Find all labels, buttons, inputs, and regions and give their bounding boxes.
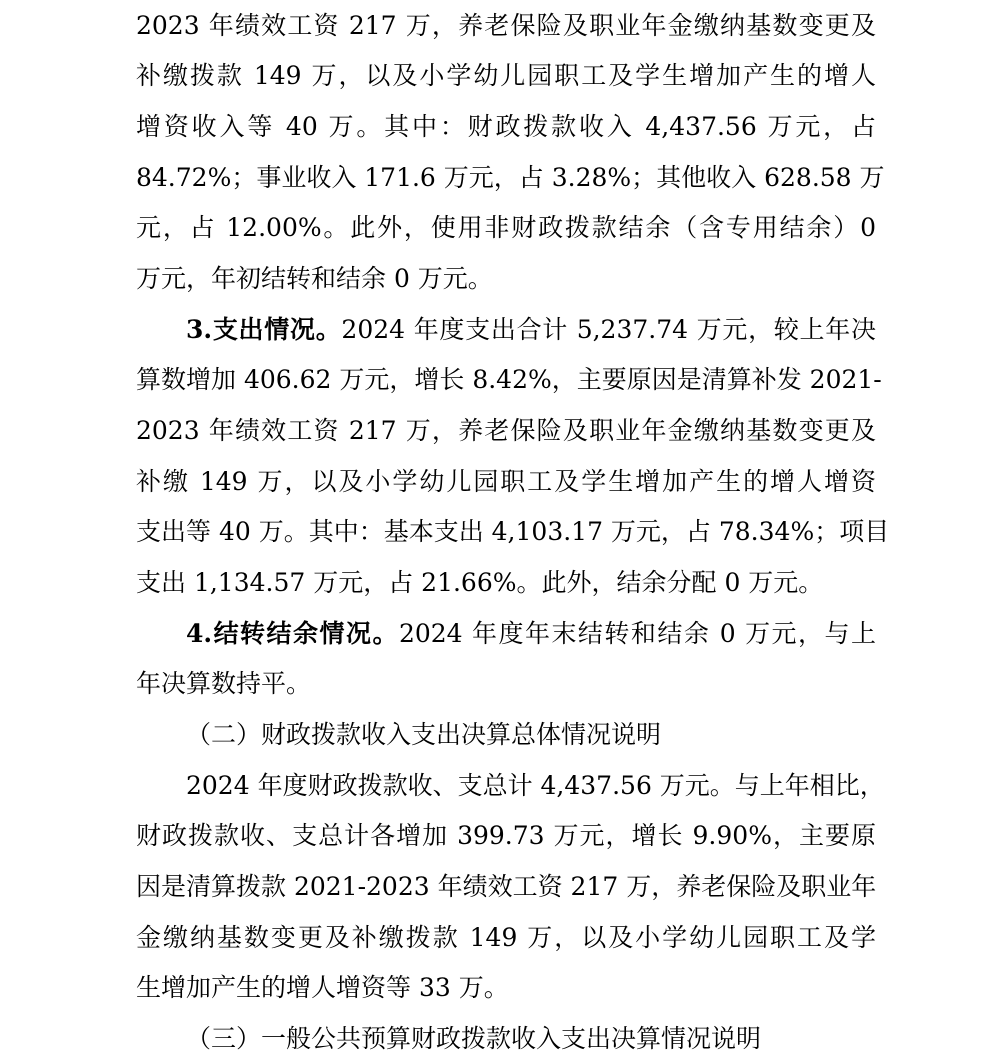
section-4-lead: 4.结转结余情况。 (186, 619, 399, 648)
paragraph-1-line-2: 补缴拨款 149 万，以及小学幼儿园职工及学生增加产生的增人 (136, 61, 876, 90)
paragraph-4-line-2: 财政拨款收、支总计各增加 399.73 万元，增长 9.90%，主要原 (136, 821, 876, 850)
section-heading-2: （二）财政拨款收入支出决算总体情况说明 (186, 720, 662, 749)
paragraph-2-line-1-rest: 2024 年度支出合计 5,237.74 万元，较上年决 (341, 315, 876, 344)
paragraph-1-line-1: 2023 年绩效工资 217 万，养老保险及职业年金缴纳基数变更及 (136, 11, 876, 40)
paragraph-2-line-3: 2023 年绩效工资 217 万，养老保险及职业年金缴纳基数变更及 (136, 416, 876, 445)
paragraph-1-line-3: 增资收入等 40 万。其中：财政拨款收入 4,437.56 万元，占 (136, 112, 876, 141)
section-3-lead: 3.支出情况。 (186, 315, 342, 344)
paragraph-4-line-3: 因是清算拨款 2021-2023 年绩效工资 217 万，养老保险及职业年 (136, 872, 877, 901)
paragraph-1-line-5: 元，占 12.00%。此外，使用非财政拨款结余（含专用结余）0 (136, 213, 876, 242)
paragraph-1-line-6: 万元，年初结转和结余 0 万元。 (136, 264, 493, 293)
paragraph-1-line-4: 84.72%；事业收入 171.6 万元，占 3.28%；其他收入 628.58 万 (136, 163, 885, 192)
paragraph-2-line-1 (186, 311, 876, 349)
paragraph-2-line-4: 补缴 149 万，以及小学幼儿园职工及学生增加产生的增人增资 (136, 467, 876, 496)
paragraph-3-line-2: 年决算数持平。 (136, 669, 312, 698)
paragraph-3-line-1-rest: 2024 年度年末结转和结余 0 万元，与上 (398, 619, 877, 648)
section-heading-3: （三）一般公共预算财政拨款收入支出决算情况说明 (186, 1024, 762, 1053)
paragraph-2-line-2: 算数增加 406.62 万元，增长 8.42%，主要原因是清算补发 2021- (136, 365, 882, 394)
paragraph-2-line-5: 支出等 40 万。其中：基本支出 4,103.17 万元，占 78.34%；项目 (136, 517, 890, 546)
paragraph-3-line-1 (186, 615, 876, 653)
paragraph-4-line-1: 2024 年度财政拨款收、支总计 4,437.56 万元。与上年相比， (186, 771, 885, 800)
paragraph-4-line-4: 金缴纳基数变更及补缴拨款 149 万，以及小学幼儿园职工及学 (136, 923, 876, 952)
paragraph-4-line-5: 生增加产生的增人增资等 33 万。 (136, 973, 509, 1002)
paragraph-2-line-6: 支出 1,134.57 万元，占 21.66%。此外，结余分配 0 万元。 (136, 568, 824, 597)
